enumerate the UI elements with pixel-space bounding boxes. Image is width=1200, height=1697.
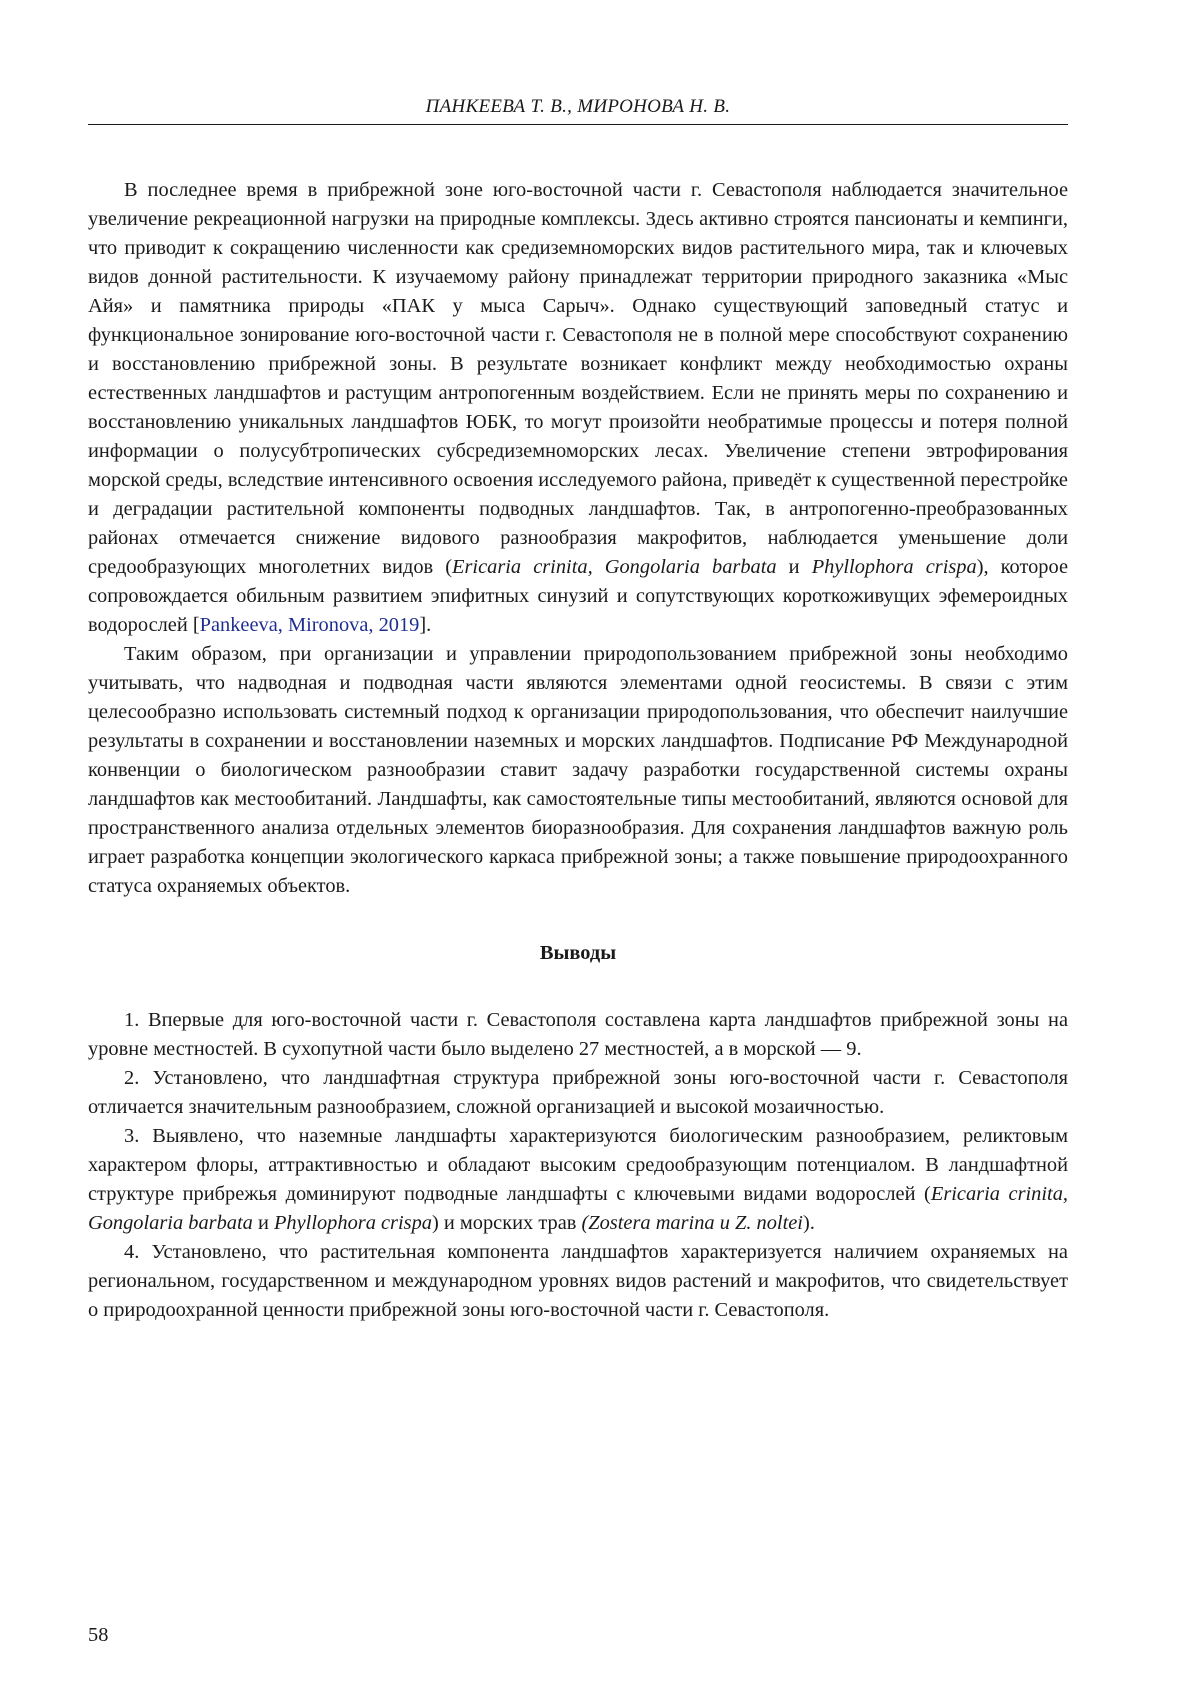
species-name: Phyllophora crispa bbox=[273, 1212, 432, 1234]
header-rule bbox=[88, 124, 1068, 125]
conclusion-item-1: 1. Впервые для юго-восточной части г. Севастополя составлена карта ландшафтов прибрежной зоны на уровне местностей. В сухопутной части было выделено 27 местностей, а в морской — 9. bbox=[88, 1009, 1068, 1060]
species-name: Ericaria crinita, Gongolaria barbata bbox=[452, 556, 777, 578]
paragraph-2: Таким образом, при организации и управлении природопользованием прибрежной зоны необходимо учитывать, что надводная и подводная части являются элементами одной геосистемы. В связи с этим целесообразно использовать системный подход к организации природопользования, что обеспечит наилучшие результаты в сохранении и восстановлении наземных и морских ландшафтов. Подписание РФ Международной конвенции о биологическом разнообразии ставит задачу разработки государственной системы охраны ландшафтов как местообитаний. Ландшафты, как самостоятельные типы местообитаний, являются основой для пространственного анализа отдельных элементов биоразнообразия. Для сохранения ландшафтов важную роль играет разработка концепции экологического каркаса прибрежной зоны; а также повышение природоохранного статуса охраняемых объектов. bbox=[88, 643, 1068, 897]
species-name: Phyllophora crispa bbox=[811, 556, 977, 578]
conclusion-item-3 bbox=[88, 1122, 1068, 1238]
conclusion-3-text-c: ). bbox=[802, 1212, 815, 1234]
running-head: ПАНКЕЕВА Т. В., МИРОНОВА Н. В. bbox=[425, 96, 731, 117]
conclusion-3-text-b: ) и морских трав bbox=[431, 1212, 582, 1234]
conclusion-3-text-a: 3. Выявлено, что наземные ландшафты характеризуются биологическим разнообразием, реликтовым характером флоры, аттрактивностью и обладают высоким средообразующим потенциалом. В ландшафтной структуре прибрежья доминируют подводные ландшафты с ключевыми видами водорослей ( bbox=[88, 1125, 1068, 1205]
journal-page bbox=[88, 0, 1068, 1697]
paragraph-1-text-b: ), которое сопровождается обильным развитием эпифитных синузий и сопутствующих короткоживущих эфемероидных водорослей [ bbox=[88, 556, 1069, 636]
paragraph-1-text-c: ]. bbox=[419, 614, 432, 636]
paragraph-1 bbox=[88, 176, 1068, 640]
conclusion-item-4: 4. Установлено, что растительная компонента ландшафтов характеризуется наличием охраняемых на региональном, государственном и международном уровнях видов растений и макрофитов, что свидетельствует о природоохранной ценности прибрежной зоны юго-восточной части г. Севастополя. bbox=[88, 1241, 1068, 1321]
paragraph-1-text-a: В последнее время в прибрежной зоне юго-восточной части г. Севастополя наблюдается значительное увеличение рекреационной нагрузки на природные комплексы. Здесь активно строятся пансионаты и кемпинги, что приводит к сокращению численности как средиземноморских видов растительного мира, так и ключевых видов донной растительности. К изучаемому району принадлежат территории природного заказника «Мыс Айя» и памятника природы «ПАК у мыса Сарыч». Однако существующий заповедный статус и функциональное зонирование юго-восточной части г. Севастополя не в полной мере способствуют сохранению и восстановлению прибрежной зоны. В результате возникает конфликт между необходимостью охраны естественных ландшафтов и растущим антропогенным воздействием. Если не принять меры по сохранению и восстановлению уникальных ландшафтов ЮБК, то могут произойти необратимые процессы и потеря полной информации о полусубтропических субсредиземноморских лесах. Увеличение степени эвтрофирования морской среды, вследствие интенсивного освоения исследуемого района, приведёт к существенной перестройке и деградации растительной компоненты подводных ландшафтов. Так, в антропогенно-преобразованных районах отмечается снижение видового разнообразия макрофитов, наблюдается уменьшение доли средообразующих многолетних видов ( bbox=[88, 179, 1068, 578]
article-body bbox=[88, 176, 1068, 1325]
citation-link[interactable]: Pankeeva, Mironova, 2019 bbox=[199, 614, 420, 636]
conjunction: и bbox=[252, 1212, 274, 1234]
page-number: 58 bbox=[88, 1624, 109, 1646]
species-name: Ericaria crinita, Gongolaria barbata bbox=[88, 1183, 1068, 1234]
conjunction: и bbox=[776, 556, 812, 578]
species-name: (Zostera marina и Z. noltei bbox=[581, 1212, 803, 1234]
conclusion-item-2: 2. Установлено, что ландшафтная структура прибрежной зоны юго-восточной части г. Севастополя отличается значительным разнообразием, сложной организацией и высокой мозаичностью. bbox=[88, 1067, 1068, 1118]
section-heading-conclusions: Выводы bbox=[539, 942, 617, 964]
